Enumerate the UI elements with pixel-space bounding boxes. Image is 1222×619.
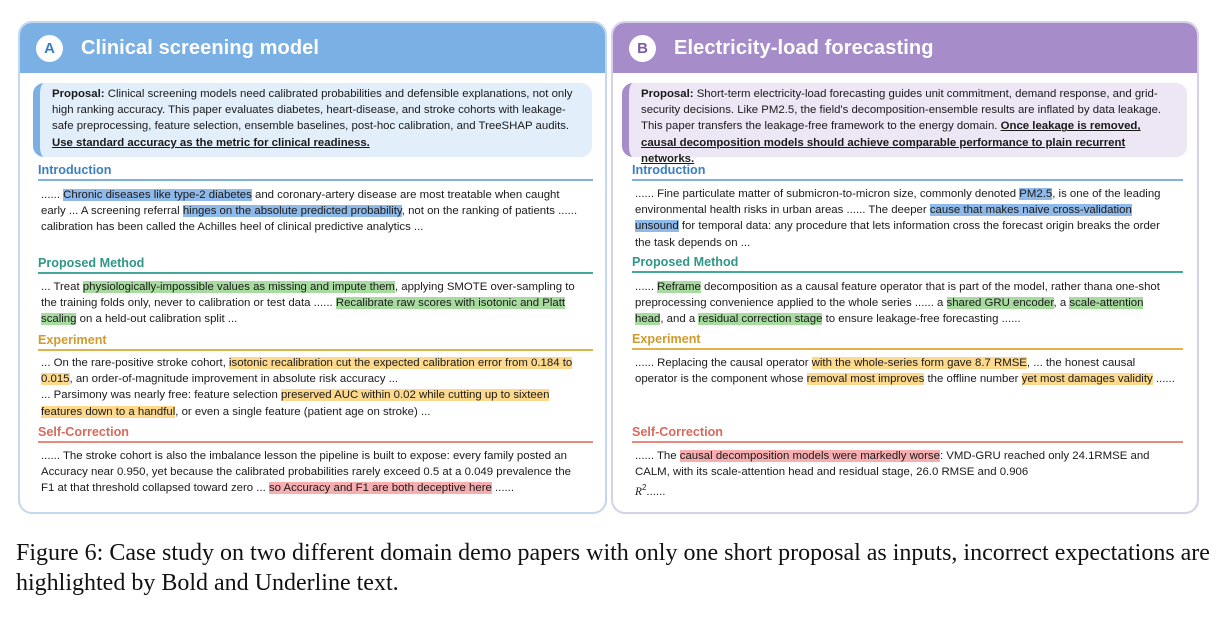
highlight-red: causal decomposition models were markedly worse [679, 450, 940, 462]
section-self-correction-heading: Self-Correction [632, 425, 1183, 443]
section-method-heading: Proposed Method [38, 256, 593, 274]
introduction-text [41, 187, 581, 236]
proposal-lead: Proposal: [52, 88, 105, 100]
text-span: ...... [491, 482, 514, 495]
highlight-yellow: isotonic recalibration cut the expected calibration error from 0.184 to 0.015 [41, 357, 573, 386]
method-text [635, 279, 1175, 328]
text-span: decomposition as a causal feature operator that is part of the model, rather thana one-shot preprocessing convenience applied to the whole series ...... a [635, 281, 1160, 310]
panel-clinical-screening [18, 21, 607, 514]
text-span: ... Parsimony was nearly free: feature selection [41, 389, 281, 402]
text-span: ... Treat [41, 281, 83, 293]
section-experiment-heading: Experiment [632, 332, 1183, 350]
text-span: , a [1053, 297, 1070, 310]
section-self-correction-heading: Self-Correction [38, 425, 593, 443]
highlight-green: residual correction stage [698, 313, 823, 326]
text-span: for temporal data: any procedure that lets information cross the forecast origin breaks the order the task depends on ... [635, 220, 1160, 249]
text-span: , an order-of-magnitude improvement in absolute risk accuracy ... [69, 373, 399, 386]
text-span: on a held-out calibration split ... [76, 313, 238, 326]
experiment-text [41, 355, 581, 420]
highlight-yellow: preserved AUC within 0.02 while cutting up to sixteen features down to a handful [41, 389, 550, 418]
panel-badge: B [629, 35, 656, 62]
text-span: the offline number [924, 373, 1022, 386]
highlight-blue: cause that makes naive cross-validation unsound [635, 204, 1132, 233]
proposal-incorrect-expectation: Once leakage is removed, causal decomposition models should achieve comparable performance to plain recurrent networks. [641, 120, 1141, 165]
text-span: ...... [41, 189, 64, 201]
figure-caption: Figure 6: Case study on two different domain demo papers with only one short proposal as inputs, incorrect expectations are highlighted by Bold and Underline text. [16, 540, 1210, 596]
highlight-green: Recalibrate raw scores with isotonic and Platt scaling [41, 297, 566, 326]
text-span: , applying SMOTE over-sampling to the training folds only, never to calibration or test data ...... [41, 281, 575, 310]
highlight-yellow: with the whole-series form gave 8.7 RMSE [811, 357, 1027, 369]
highlight-yellow: yet most damages validity [1021, 373, 1153, 386]
text-span: ... On the rare-positive stroke cohort, [41, 357, 230, 369]
text-span: ...... [635, 281, 658, 293]
section-experiment-heading: Experiment [38, 333, 593, 351]
highlight-blue: Chronic diseases like type-2 diabetes [63, 189, 252, 201]
text-span: ...... [1152, 373, 1175, 386]
proposal-lead: Proposal: [641, 88, 694, 100]
highlight-green: shared GRU encoder [946, 297, 1054, 310]
introduction-text [635, 186, 1175, 251]
text-span: ...... Fine particulate matter of submicron-to-micron size, commonly denoted [635, 188, 1020, 200]
proposal-incorrect-expectation: Use standard accuracy as the metric for clinical readiness. [52, 136, 370, 149]
text-span: , ... the honest causal operator is the component whose [635, 357, 1136, 386]
text-span: , or even a single feature (patient age on stroke) ... [175, 405, 431, 418]
math-symbol: R [635, 486, 642, 499]
highlight-yellow: removal most improves [806, 373, 925, 386]
section-method-heading: Proposed Method [632, 255, 1183, 273]
panel-header [613, 23, 1197, 73]
proposal-text: Clinical screening models need calibrated probabilities and defensible explanations, not only high ranking accuracy. This paper evaluates diabetes, heart-disease, and stroke cohorts with leakage-safe preprocessing, feature selection, ensemble baselines, post-hoc calibration, and TreeSHAP audits. [52, 88, 573, 133]
highlight-green: Reframe [657, 281, 701, 293]
experiment-text [635, 355, 1175, 387]
panel-title: Clinical screening model [81, 36, 320, 59]
text-span: to ensure leakage-free forecasting ...... [822, 313, 1021, 326]
section-introduction-heading: Introduction [38, 163, 593, 181]
text-span: ...... The [635, 450, 680, 462]
self-correction-text [635, 448, 1175, 500]
panel-electricity-load [611, 21, 1199, 514]
highlight-blue: hinges on the absolute predicted probability [182, 205, 402, 218]
text-span: ...... Replacing the causal operator [635, 357, 812, 369]
text-span: , is one of the leading environmental health risks in urban areas ...... The deeper [635, 188, 1161, 217]
text-span: ...... The stroke cohort is also the imbalance lesson the pipeline is built to expose: every family posted an Accuracy near 0.950, yet because the calibrated probabilities rarely exceed 0.5 at a 0.049 prevalence the F1 at that threshold collapsed toward zero ... [41, 450, 571, 495]
self-correction-text [41, 448, 581, 497]
method-text [41, 279, 581, 328]
text-span: : VMD-GRU reached only 24.1RMSE and CALM, with its scale-attention head and residual stage, 26.0 RMSE and 0.906 [635, 450, 1150, 479]
proposal-box [622, 83, 1187, 165]
math-superscript: 2 [641, 483, 647, 493]
highlight-green: physiologically-impossible values as missing and impute them [82, 281, 395, 293]
highlight-red: so Accuracy and F1 are both deceptive here [268, 482, 492, 495]
proposal-text: Short-term electricity-load forecasting guides unit commitment, demand response, and grid-security decisions. Like PM2.5, the field's decomposition-ensemble results are inflated by data leakage. This paper transfers the leakage-free framework to the energy domain. [641, 88, 1162, 133]
proposal-box [33, 83, 592, 157]
section-introduction-heading: Introduction [632, 163, 1183, 181]
panel-header [20, 23, 605, 73]
highlight-blue: PM2.5 [1019, 188, 1053, 200]
text-span: , not on the ranking of patients ...... calibration has been called the Achilles heel of clinical predictive analytics ... [41, 205, 578, 234]
panel-title: Electricity-load forecasting [674, 36, 934, 59]
text-span: ...... [646, 486, 666, 499]
text-span: and coronary-artery disease are most treatable when caught early ... A screening referral [41, 189, 560, 218]
panel-badge: A [36, 35, 63, 62]
text-span: , and a [660, 313, 699, 326]
highlight-green: scale-attention head [635, 297, 1144, 326]
